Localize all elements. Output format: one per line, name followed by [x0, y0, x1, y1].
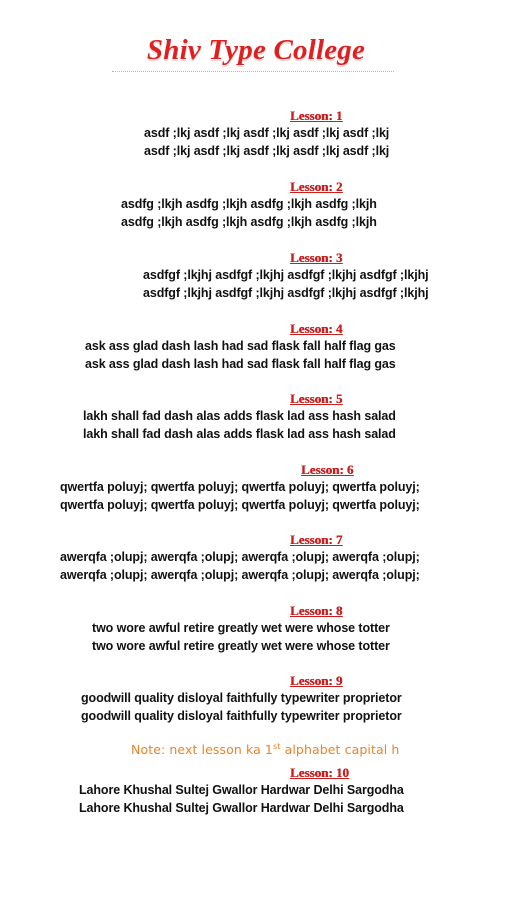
lesson-line: asdf ;lkj asdf ;lkj asdf ;lkj asdf ;lkj asdf ;lkj — [144, 144, 390, 158]
lesson-line: lakh shall fad dash alas adds flask lad ass hash salad — [83, 409, 396, 423]
lesson-heading: Lesson: 8 — [290, 603, 343, 618]
lesson-line: awerqfa ;olupj; awerqfa ;olupj; awerqfa ;olupj; awerqfa ;olupj; — [60, 568, 420, 582]
lesson-line: Lahore Khushal Sultej Gwallor Hardwar Delhi Sargodha — [79, 801, 404, 815]
lesson-heading: Lesson: 6 — [301, 462, 354, 477]
lesson-line: asdfgf ;lkjhj asdfgf ;lkjhj asdfgf ;lkjhj asdfgf ;lkjhj — [143, 286, 429, 300]
lesson-heading: Lesson: 1 — [290, 108, 343, 123]
lesson-line: lakh shall fad dash alas adds flask lad ass hash salad — [83, 427, 396, 441]
page-title: Shiv Type College — [146, 34, 366, 66]
lesson-line: two wore awful retire greatly wet were whose totter — [92, 639, 390, 653]
note-superscript: st — [272, 742, 281, 751]
note-text — [131, 742, 399, 757]
lesson-line: ask ass glad dash lash had sad flask fall half flag gas — [85, 357, 396, 371]
title-underline — [112, 68, 394, 72]
lesson-heading: Lesson: 4 — [290, 321, 343, 336]
lesson-line: asdfg ;lkjh asdfg ;lkjh asdfg ;lkjh asdfg ;lkjh — [121, 197, 377, 211]
lesson-line: awerqfa ;olupj; awerqfa ;olupj; awerqfa ;olupj; awerqfa ;olupj; — [60, 550, 420, 564]
lesson-line: qwertfa poluyj; qwertfa poluyj; qwertfa poluyj; qwertfa poluyj; — [60, 498, 420, 512]
lesson-heading: Lesson: 7 — [290, 532, 343, 547]
lesson-heading: Lesson: 10 — [290, 765, 349, 780]
lesson-heading: Lesson: 3 — [290, 250, 343, 265]
lesson-line: asdf ;lkj asdf ;lkj asdf ;lkj asdf ;lkj asdf ;lkj — [144, 126, 390, 140]
lesson-line: ask ass glad dash lash had sad flask fall half flag gas — [85, 339, 396, 353]
lesson-line: goodwill quality disloyal faithfully typewriter proprietor — [81, 691, 402, 705]
lesson-line: goodwill quality disloyal faithfully typewriter proprietor — [81, 709, 402, 723]
lesson-heading: Lesson: 9 — [290, 673, 343, 688]
lesson-line: asdfg ;lkjh asdfg ;lkjh asdfg ;lkjh asdfg ;lkjh — [121, 215, 377, 229]
note-suffix: alphabet capital h — [280, 742, 400, 758]
lesson-heading: Lesson: 2 — [290, 179, 343, 194]
lesson-line: two wore awful retire greatly wet were whose totter — [92, 621, 390, 635]
lesson-line: asdfgf ;lkjhj asdfgf ;lkjhj asdfgf ;lkjhj asdfgf ;lkjhj — [143, 268, 429, 282]
lesson-heading: Lesson: 5 — [290, 391, 343, 406]
note-prefix: Note: next lesson ka 1 — [131, 742, 273, 758]
lesson-line: qwertfa poluyj; qwertfa poluyj; qwertfa poluyj; qwertfa poluyj; — [60, 480, 420, 494]
lesson-line: Lahore Khushal Sultej Gwallor Hardwar Delhi Sargodha — [79, 783, 404, 797]
